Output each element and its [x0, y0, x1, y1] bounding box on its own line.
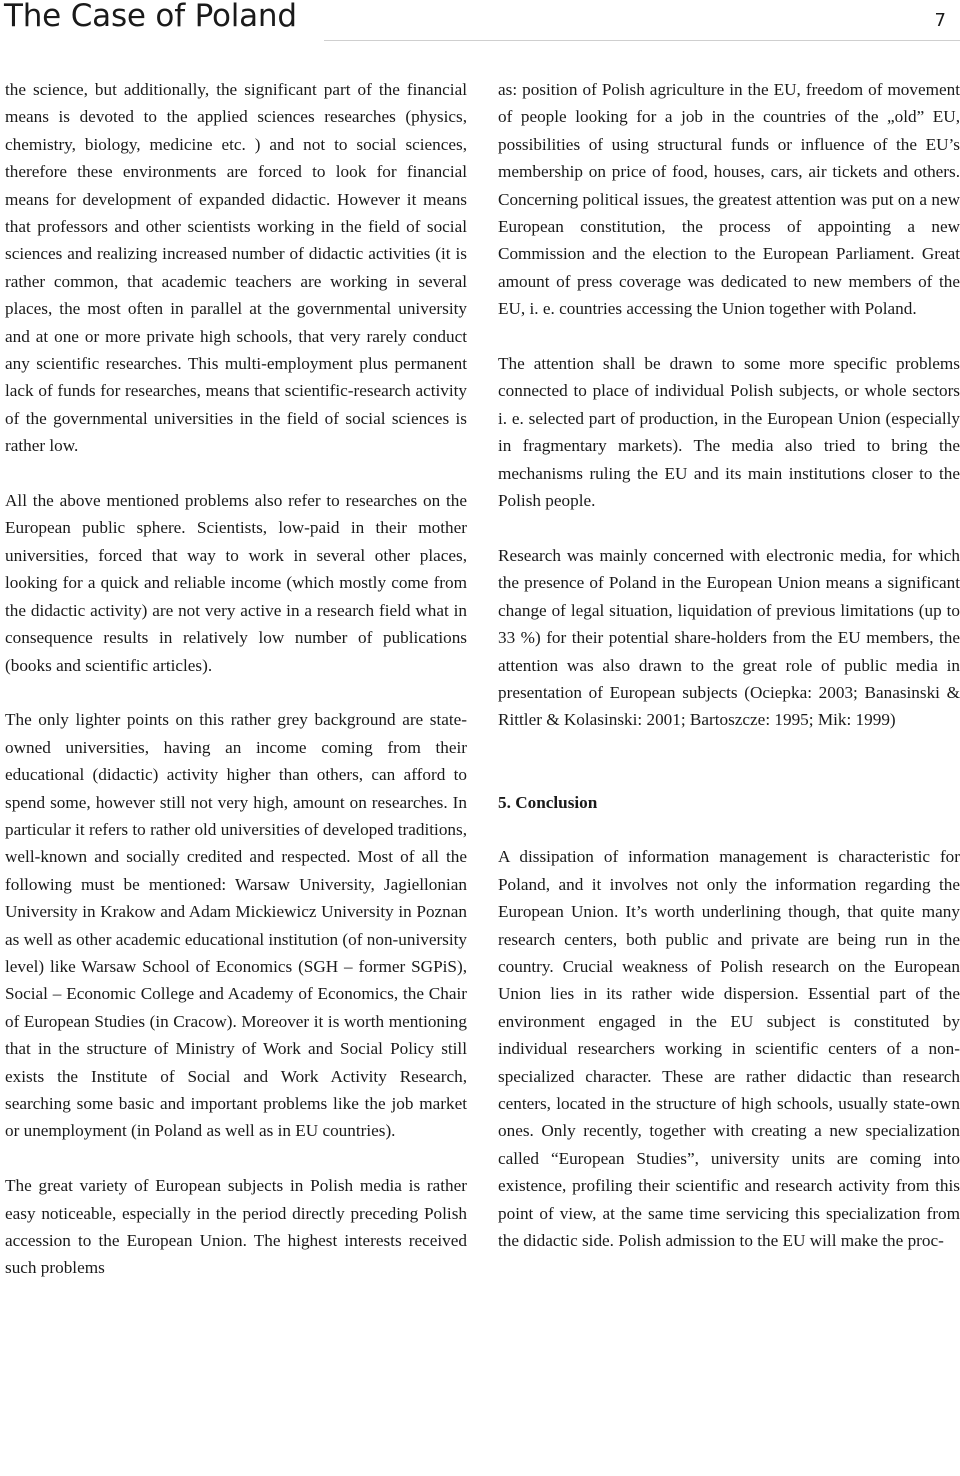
right-column: [498, 76, 960, 1282]
header-divider: [324, 40, 960, 41]
page-number: 7: [934, 10, 946, 31]
paragraph: The great variety of European subjects in Polish media is rather easy noticeable, especially in the period directly preceding Polish accession to the European Union. The highest interests received such problems: [5, 1176, 467, 1278]
paragraph: The attention shall be drawn to some more specific problems connected to place of individual Polish subjects, or whole sectors i. e. selected part of production, in the European Union (especially in fragmentary markets). The media also tried to bring the mechanisms ruling the EU and its main institutions closer to the Polish people.: [498, 354, 960, 511]
section-heading: 5. Conclusion: [498, 792, 598, 812]
page-header: [4, 0, 960, 38]
paragraph: All the above mentioned problems also refer to researches on the European public sphere. Scientists, low-paid in their mother universities, forced that way to work in several other places, looking for a quick and reliable income (which mostly come from the didactic activity) are not very active in a research field what in consequence results in relatively low number of publications (books and scientific articles).: [5, 491, 467, 675]
paragraph: the science, but additionally, the significant part of the financial means is devoted to the applied sciences researches (physics, chemistry, biology, medicine etc. ) and not to social sciences, therefore these environments are forced to look for financial means for development of expanded didactic. However it means that professors and other scientists working in the field of social sciences and realizing increased number of didactic activities (it is rather common, that academic teachers are working in several places, the most often in parallel at the governmental university and at one or more private high schools, that very rarely conduct any scientific researches. This multi-employment plus permanent lack of funds for researches, means that scientific-research activity of the governmental universities in the field of social sciences is rather low.: [5, 80, 467, 456]
paragraph: Research was mainly concerned with electronic media, for which the presence of Poland in the European Union means a significant change of legal situation, liquidation of previous limitations (up to 33 %) for their potential share-holders from the EU members, the attention was also drawn to the great role of public media in presentation of European subjects (Ociepka: 2003; Banasinski & Rittler & Kolasinski: 2001; Bartoszcze: 1995; Mik: 1999): [498, 545, 960, 730]
paragraph: A dissipation of information management is characteristic for Poland, and it involves not only the information regarding the European Union. It’s worth underlining though, that quite many research centers, both public and private are being run in the country. Crucial weakness of Polish research on the European Union lies in its rather wide dispersion. Essential part of the environment engaged in the EU subject is constituted by individual researchers working in scientific centers of a non-specialized character. These are rather didactic than research centers, located in the structure of high schools, usually state-own ones. Only recently, together with creating a new specialization called “European Studies”, university units are coming into existence, profiling their scientific and research activity from this point of view, at the same time servicing this specialization from the didactic side. Polish admission to the EU will make the proc-: [498, 847, 960, 1250]
paragraph: The only lighter points on this rather grey background are state-owned universities, having an income coming from their educational (didactic) activity higher than others, can afford to spend some, however still not very high, amount on researches. In particular it refers to rather old universities of developed traditions, well-known and socially credited and respected. Most of all the following must be mentioned: Warsaw University, Jagiellonian University in Krakow and Adam Mickiewicz University in Poznan as well as other academic educational institution (of non-university level) like Warsaw School of Economics (SGH – former SGPiS), Social – Economic College and Academy of Economics, the Chair of European Studies (in Cracow). Moreover it is worth mentioning that in the structure of Ministry of Work and Social Policy still exists the Institute of Social and Work Activity Research, searching some basic and important problems like the job market or unemployment (in Poland as well as in EU countries).: [5, 710, 468, 1141]
page-title: The Case of Poland: [4, 0, 297, 34]
left-column: [5, 76, 467, 1309]
paragraph: as: position of Polish agriculture in the EU, freedom of movement of people looking for a job in the countries of the „old” EU, possibilities of using structural funds or influence of the EU’s membership on price of food, houses, cars, air tickets and others. Concerning political issues, the greatest attention was put on a new European constitution, the process of appointing a new Commission and the election to the European Parliament. Great amount of press coverage was dedicated to new members of the EU, i. e. countries accessing the Union together with Poland.: [498, 80, 960, 319]
spacer: [498, 761, 960, 788]
